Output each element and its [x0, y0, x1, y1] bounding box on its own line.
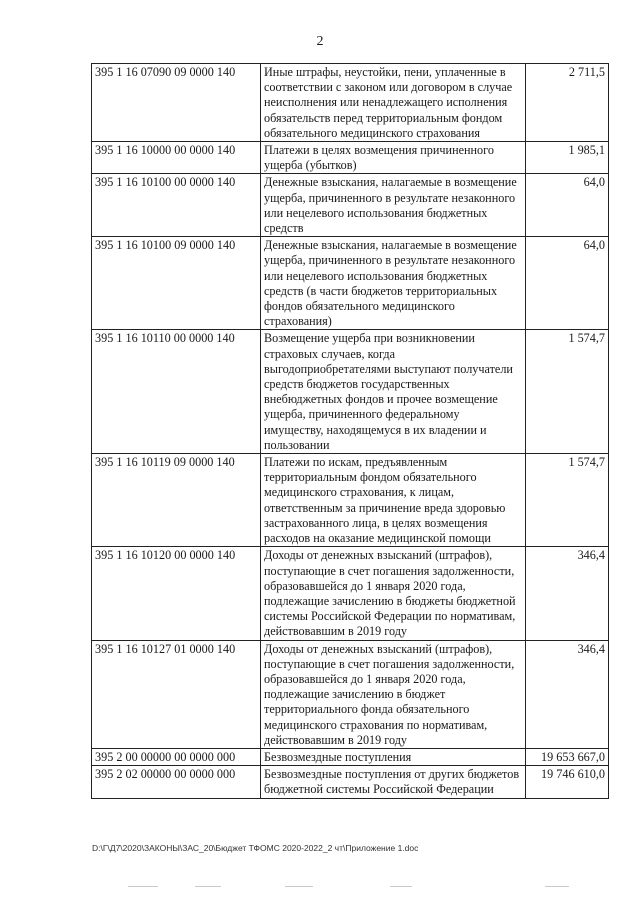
table-row	[92, 64, 609, 142]
scan-artifact	[545, 886, 569, 887]
budget-code-cell: 395 1 16 10119 09 0000 140	[92, 454, 261, 547]
budget-code-cell: 395 1 16 10110 00 0000 140	[92, 330, 261, 454]
amount-cell: 1 985,1	[526, 142, 609, 174]
revenue-name-cell: Денежные взыскания, налагаемые в возмещение ущерба, причиненного в результате незаконного или нецелевого использования бюджетных средств (в части бюджетов территориальных фондов обязательного медицинского страхования)	[261, 237, 526, 330]
amount-cell: 64,0	[526, 237, 609, 330]
revenue-name-cell: Платежи в целях возмещения причиненного ущерба (убытков)	[261, 142, 526, 174]
scan-artifact	[390, 886, 412, 887]
table-row	[92, 237, 609, 330]
revenue-name-cell: Доходы от денежных взысканий (штрафов), поступающие в счет погашения задолженности, образовавшейся до 1 января 2020 года, подлежащие зачислению в бюджет территориального фонда обязательного медицинского страхования по нормативам, действовавшим в 2019 году	[261, 640, 526, 748]
table-row	[92, 454, 609, 547]
revenue-name-cell: Возмещение ущерба при возникновении страховых случаев, когда выгодоприобретателями выступают получатели средств бюджетов государственных внебюджетных фондов и прочее возмещение ущерба, причиненного федеральному имуществу, находящемуся в их владении и пользовании	[261, 330, 526, 454]
budget-code-cell: 395 2 02 00000 00 0000 000	[92, 766, 261, 798]
scan-artifact	[285, 886, 313, 887]
revenue-name-cell: Иные штрафы, неустойки, пени, уплаченные в соответствии с законом или договором в случае неисполнения или ненадлежащего исполнения обязательств перед территориальным фондом обязательного медицинского страхования	[261, 64, 526, 142]
file-path-footer: D:\Г\Д7\2020\ЗАКОНЫ\ЗАС_20\Бюджет ТФОМС 2020-2022_2 чт\Приложение 1.doc	[92, 843, 419, 853]
table-row	[92, 766, 609, 798]
budget-code-cell: 395 1 16 10127 01 0000 140	[92, 640, 261, 748]
table-row	[92, 748, 609, 765]
revenue-name-cell: Денежные взыскания, налагаемые в возмещение ущерба, причиненного в результате незаконного или нецелевого использования бюджетных средств	[261, 174, 526, 237]
table-row	[92, 174, 609, 237]
amount-cell: 2 711,5	[526, 64, 609, 142]
revenue-name-cell: Доходы от денежных взысканий (штрафов), поступающие в счет погашения задолженности, образовавшейся до 1 января 2020 года, подлежащие зачислению в бюджеты бюджетной системы Российской Федерации по нормативам, действовавшим в 2019 году	[261, 547, 526, 640]
amount-cell: 19 746 610,0	[526, 766, 609, 798]
scan-artifact	[195, 886, 221, 887]
table-row	[92, 330, 609, 454]
budget-code-cell: 395 1 16 10100 00 0000 140	[92, 174, 261, 237]
amount-cell: 64,0	[526, 174, 609, 237]
table-row	[92, 142, 609, 174]
budget-code-cell: 395 1 16 07090 09 0000 140	[92, 64, 261, 142]
revenue-table-body	[92, 64, 609, 799]
revenue-name-cell: Безвозмездные поступления от других бюджетов бюджетной системы Российской Федерации	[261, 766, 526, 798]
page-number: 2	[316, 34, 324, 49]
budget-code-cell: 395 1 16 10120 00 0000 140	[92, 547, 261, 640]
revenue-name-cell: Платежи по искам, предъявленным территориальным фондом обязательного медицинского страхования, к лицам, ответственным за причинение вреда здоровью застрахованного лица, в целях возмещения расходов на оказание медицинской помощи	[261, 454, 526, 547]
amount-cell: 346,4	[526, 640, 609, 748]
scan-artifact	[128, 886, 158, 887]
amount-cell: 1 574,7	[526, 454, 609, 547]
revenue-table	[91, 63, 609, 799]
table-row	[92, 640, 609, 748]
budget-code-cell: 395 1 16 10000 00 0000 140	[92, 142, 261, 174]
table-row	[92, 547, 609, 640]
amount-cell: 346,4	[526, 547, 609, 640]
amount-cell: 1 574,7	[526, 330, 609, 454]
budget-code-cell: 395 1 16 10100 09 0000 140	[92, 237, 261, 330]
revenue-name-cell: Безвозмездные поступления	[261, 748, 526, 765]
budget-code-cell: 395 2 00 00000 00 0000 000	[92, 748, 261, 765]
amount-cell: 19 653 667,0	[526, 748, 609, 765]
